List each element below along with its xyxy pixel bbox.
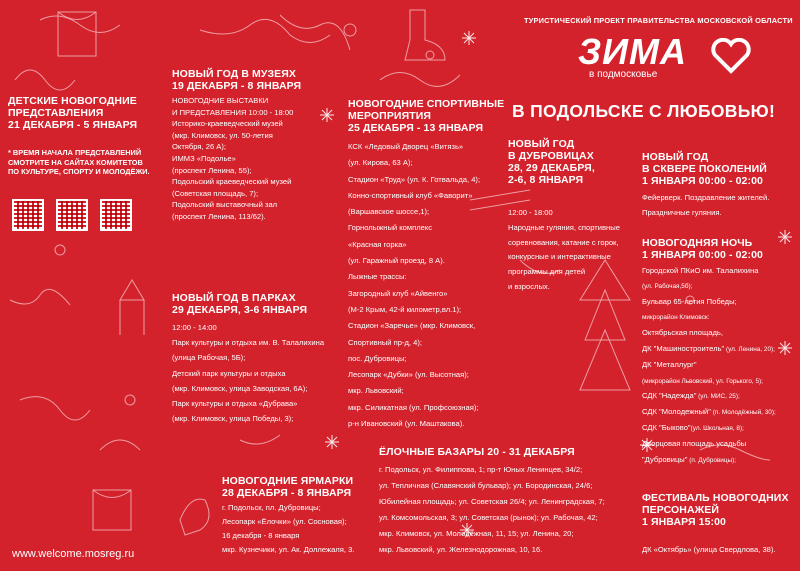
bazaars-title: ЁЛОЧНЫЕ БАЗАРЫ 20 - 31 ДЕКАБРЯ [379, 446, 575, 458]
festival-title: ФЕСТИВАЛЬ НОВОГОДНИХ ПЕРСОНАЖЕЙ 1 ЯНВАРЯ 15:00 [642, 492, 789, 528]
night-list: Городской ПКиО им. Талалихина (ул. Рабочая,5б); Бульвар 65-летия Победы; микрорайон Климовск: Октябрьская площадь, ДК "Машиностроитель" (ул. Ленина, 20); ДК "Металлург" (микрорайон Львовский, ул. Горького, 5); СДК "Надежда" (ул. МИС, 25); СДК "Молодежный" (п. Молодёжный, 30); СДК "Быково"(ул. Школьная, 8); Дворцовая площадь усадьбы "Дубровицы" (п. Дубровицы); [642, 266, 776, 464]
bazaars-list: г. Подольск, ул. Филиппова, 1; пр-т Юных Ленинцев, 34/2; ул. Тепличная (Славянский бульвар); ул. Бородинская, 24/6; Юбилейная площадь; ул. Советская 26/4; ул. Ленинградская, 7; ул. Комсомольская, 3; ул. Советская (рынок); ул. Рабочая, 42; мкр. Климовск, ул. Молодёжная, 11, 15; ул. Ленина, 20; мкр. Львовский, ул. Железнодорожная, 10, 16. [379, 465, 605, 554]
parks-list: 12:00 - 14:00 Парк культуры и отдыха им. В. Талалихина (улица Рабочая, 5Б); Детский парк культуры и отдыха (мкр. Климовск, улица Заводская, 6А); Парк культуры и отдыха «Дубрава» (мкр. Климовск, улица Победы, 3); [172, 323, 325, 424]
logo-sub: в подмосковье [589, 69, 658, 80]
rooster-doodle [180, 499, 209, 535]
square-title: НОВЫЙ ГОД В СКВЕРЕ ПОКОЛЕНИЙ 1 ЯНВАРЯ 00:00 - 02:00 [642, 151, 767, 187]
museums-title: НОВЫЙ ГОД В МУЗЕЯХ 19 ДЕКАБРЯ - 8 ЯНВАРЯ [172, 68, 302, 92]
kids-title: ДЕТСКИЕ НОВОГОДНИЕ ПРЕДСТАВЛЕНИЯ 21 ДЕКАБРЯ - 5 ЯНВАРЯ [8, 95, 138, 131]
fairs-list: г. Подольск, пл. Дубровицы; Лесопарк «Ёлочки» (ул. Сосновая); 16 декабря - 8 января мкр. Кузнечики, ул. Ак. Доллежаля, 3. [222, 503, 355, 554]
kids-note: * ВРЕМЯ НАЧАЛА ПРЕДСТАВЛЕНИЙ СМОТРИТЕ НА САЙТАХ КОМИТЕТОВ ПО КУЛЬТУРЕ, СПОРТУ И МОЛОДЁЖИ. [8, 148, 150, 177]
heart-icon [711, 38, 751, 74]
qr-code[interactable] [12, 199, 44, 231]
fairs-title: НОВОГОДНИЕ ЯРМАРКИ 28 ДЕКАБРЯ - 8 ЯНВАРЯ [222, 475, 354, 499]
festival-venue: ДК «Октябрь» (улица Свердлова, 38). [642, 545, 776, 554]
qr-code[interactable] [56, 199, 88, 231]
square-list: Фейерверк. Поздравление жителей. Праздничные гуляния. [642, 193, 770, 217]
night-title: НОВОГОДНЯЯ НОЧЬ 1 ЯНВАРЯ 00:00 - 02:00 [642, 237, 763, 261]
dubrovitsy-list: 12:00 - 18:00 Народные гуляния, спортивные соревнования, катание с горок, конкурсные и интерактивные программы для детей и взрослых. [508, 208, 620, 291]
dubrovitsy-title: НОВЫЙ ГОД В ДУБРОВИЦАХ 28, 29 ДЕКАБРЯ, 2-6, 8 ЯНВАРЯ [508, 138, 595, 186]
skate-doodle [405, 10, 445, 60]
website-link[interactable]: www.welcome.mosreg.ru [12, 548, 135, 560]
sports-list: КСК «Ледовый Дворец «Витязь» (ул. Кирова, 63 А); Стадион «Труд» (ул. К. Готвальда, 4); Конно-спортивный клуб «Фаворит» (Варшавское шоссе,1); Горнолыжный комплекс «Красная горка» (ул. Гаражный проезд, 8 А). Лыжные трассы: Загородный клуб «Айвенго» (М-2 Крым, 42-й километр,вл.1); Стадион «Заречье» (мкр. Климовск, Спортивный пр-д, 4); пос. Дубровицы; Лесопарк «Дубки» (ул. Высотная); мкр. Львовский; мкр. Силикатная (ул. Профсоюзная); р-н Ивановский (ул. Маштакова). [348, 142, 481, 429]
project-label: ТУРИСТИЧЕСКИЙ ПРОЕКТ ПРАВИТЕЛЬСТВА МОСКОВСКОЙ ОБЛАСТИ [524, 16, 793, 25]
slogan: В ПОДОЛЬСКЕ С ЛЮБОВЬЮ! [512, 101, 776, 121]
sports-title: НОВОГОДНИЕ СПОРТИВНЫЕ МЕРОПРИЯТИЯ 25 ДЕКАБРЯ - 13 ЯНВАРЯ [348, 98, 505, 134]
parks-title: НОВЫЙ ГОД В ПАРКАХ 29 ДЕКАБРЯ, 3-6 ЯНВАРЯ [172, 292, 308, 316]
museums-list: НОВОГОДНИЕ ВЫСТАВКИ И ПРЕДСТАВЛЕНИЯ 10:00 - 18:00 Историко-краеведческий музей (мкр. Климовск, ул. 50-летия Октября, 26 А); ИММЗ «Подолье» (проспект Ленина, 55); Подольский краеведческий музей (Советская площадь, 7); Подольский выставочный зал (проспект Ленина, 113/62). [172, 96, 294, 221]
theater-doodle [58, 12, 96, 56]
qr-code[interactable] [100, 199, 132, 231]
theater-doodle-bottom [93, 490, 131, 530]
carousel-doodle [120, 280, 144, 335]
logo-main: ЗИМА [578, 31, 688, 72]
swirl-doodle [40, 16, 120, 33]
